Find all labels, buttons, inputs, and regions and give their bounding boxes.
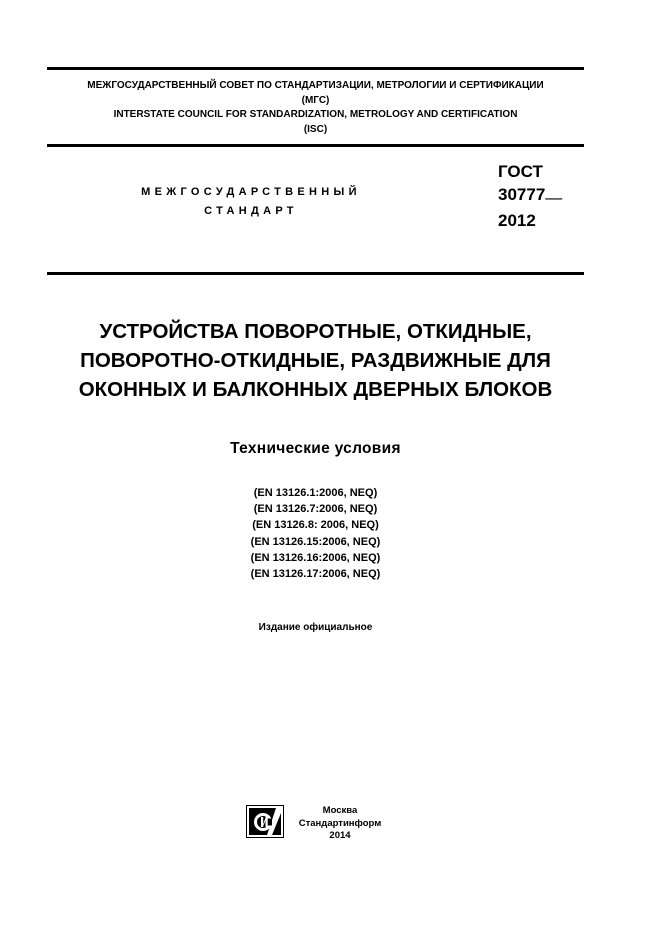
- document-subtitle: Технические условия: [230, 440, 401, 457]
- middle-rule: [47, 144, 584, 147]
- reference-item: (EN 13126.1:2006, NEQ): [253, 487, 378, 499]
- council-name-en-line1: INTERSTATE COUNCIL FOR STANDARDIZATION, METROLOGY AND CERTIFICATION: [113, 109, 518, 120]
- publisher-info: [290, 805, 390, 843]
- reference-item: (EN 13126.15:2006, NEQ): [250, 535, 381, 548]
- gost-dash: —: [545, 188, 563, 207]
- edition-note: Издание официальное: [258, 622, 373, 633]
- standard-type-line2: СТАНДАРТ: [204, 205, 298, 217]
- document-title: [20, 317, 611, 404]
- gost-year: 2012: [498, 211, 536, 230]
- standartinform-logo-icon: [246, 805, 284, 838]
- council-name-ru-line1: МЕЖГОСУДАРСТВЕННЫЙ СОВЕТ ПО СТАНДАРТИЗАЦИИ, МЕТРОЛОГИИ И СЕРТИФИКАЦИИ: [87, 80, 544, 91]
- top-rule: [47, 67, 584, 70]
- title-line-3: ОКОННЫХ И БАЛКОННЫХ ДВЕРНЫХ БЛОКОВ: [78, 378, 553, 401]
- standard-type-line1: МЕЖГОСУДАРСТВЕННЫЙ: [141, 186, 361, 198]
- title-line-1: УСТРОЙСТВА ПОВОРОТНЫЕ, ОТКИДНЫЕ,: [99, 320, 532, 343]
- council-abbr-en: (ISC): [303, 123, 328, 135]
- gost-number-line: [498, 183, 562, 209]
- council-name-en: [47, 108, 584, 137]
- publisher-year: 2014: [329, 830, 351, 841]
- standard-references: [0, 485, 631, 582]
- reference-item: (EN 13126.16:2006, NEQ): [250, 551, 381, 564]
- title-line-2: ПОВОРОТНО-ОТКИДНЫЕ, РАЗДВИЖНЫЕ ДЛЯ: [80, 349, 551, 372]
- reference-item: (EN 13126.8: 2006, NEQ): [252, 519, 379, 532]
- publisher-city: Москва: [322, 805, 358, 816]
- bottom-rule: [47, 272, 584, 275]
- gost-label: ГОСТ: [498, 162, 543, 181]
- publisher-name: Стандартинформ: [298, 817, 382, 829]
- gost-designation: [498, 160, 562, 232]
- gost-number: 30777: [498, 185, 546, 204]
- council-abbr-ru: (МГС): [301, 94, 330, 106]
- reference-item: (EN 13126.17:2006, NEQ): [250, 568, 381, 581]
- reference-item: (EN 13126.7:2006, NEQ): [253, 503, 378, 516]
- council-name-ru: [47, 79, 584, 108]
